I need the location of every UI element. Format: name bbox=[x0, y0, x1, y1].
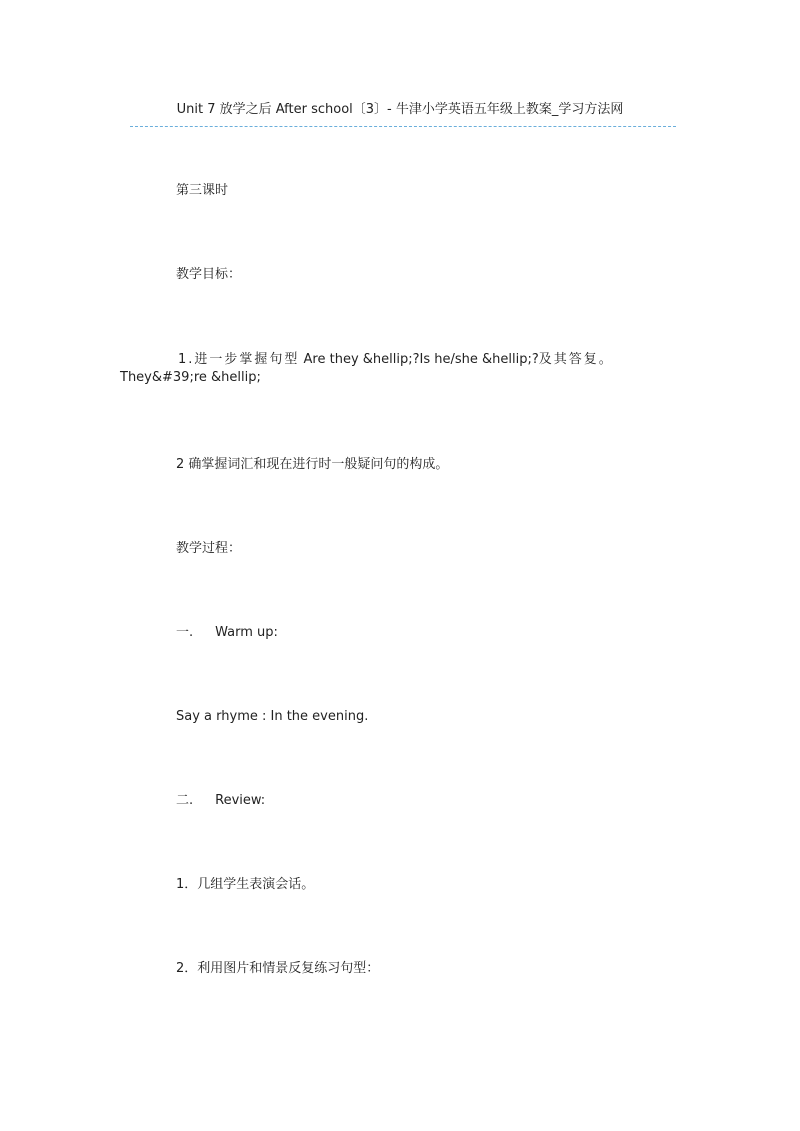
process-heading: 教学过程： bbox=[176, 541, 242, 556]
header-dashed-divider bbox=[130, 126, 676, 127]
objectives-heading: 教学目标： bbox=[176, 267, 242, 282]
objective-1-suffix: 及其答复。 bbox=[538, 352, 614, 367]
objective-1-text: Are they &hellip;?Is he/she &hellip;? bbox=[299, 352, 539, 367]
step-2-number: 二. bbox=[176, 793, 194, 808]
objective-1-tail: They&#39;re &hellip; bbox=[120, 370, 261, 385]
step-2-heading bbox=[176, 792, 265, 810]
objective-2: 2 确掌握词汇和现在进行时一般疑问句的构成。 bbox=[176, 457, 449, 472]
step-1-detail: Say a rhyme : In the evening. bbox=[176, 709, 369, 724]
page-header-title: Unit 7 放学之后 After school〔3〕- 牛津小学英语五年级上教案_学习方法网 bbox=[176, 102, 624, 117]
step-2-item-2: 2．利用图片和情景反复练习句型： bbox=[176, 961, 380, 976]
step-2-item-1: 1．几组学生表演会话。 bbox=[176, 877, 315, 892]
step-1-title: Warm up: bbox=[215, 625, 278, 640]
objective-1 bbox=[120, 351, 680, 387]
objective-1-prefix: 1.进一步掌握句型 bbox=[178, 352, 300, 367]
step-1-number: 一. bbox=[176, 625, 194, 640]
step-1-heading bbox=[176, 624, 278, 642]
step-2-title: Review: bbox=[215, 793, 266, 808]
lesson-label: 第三课时 bbox=[176, 183, 229, 198]
